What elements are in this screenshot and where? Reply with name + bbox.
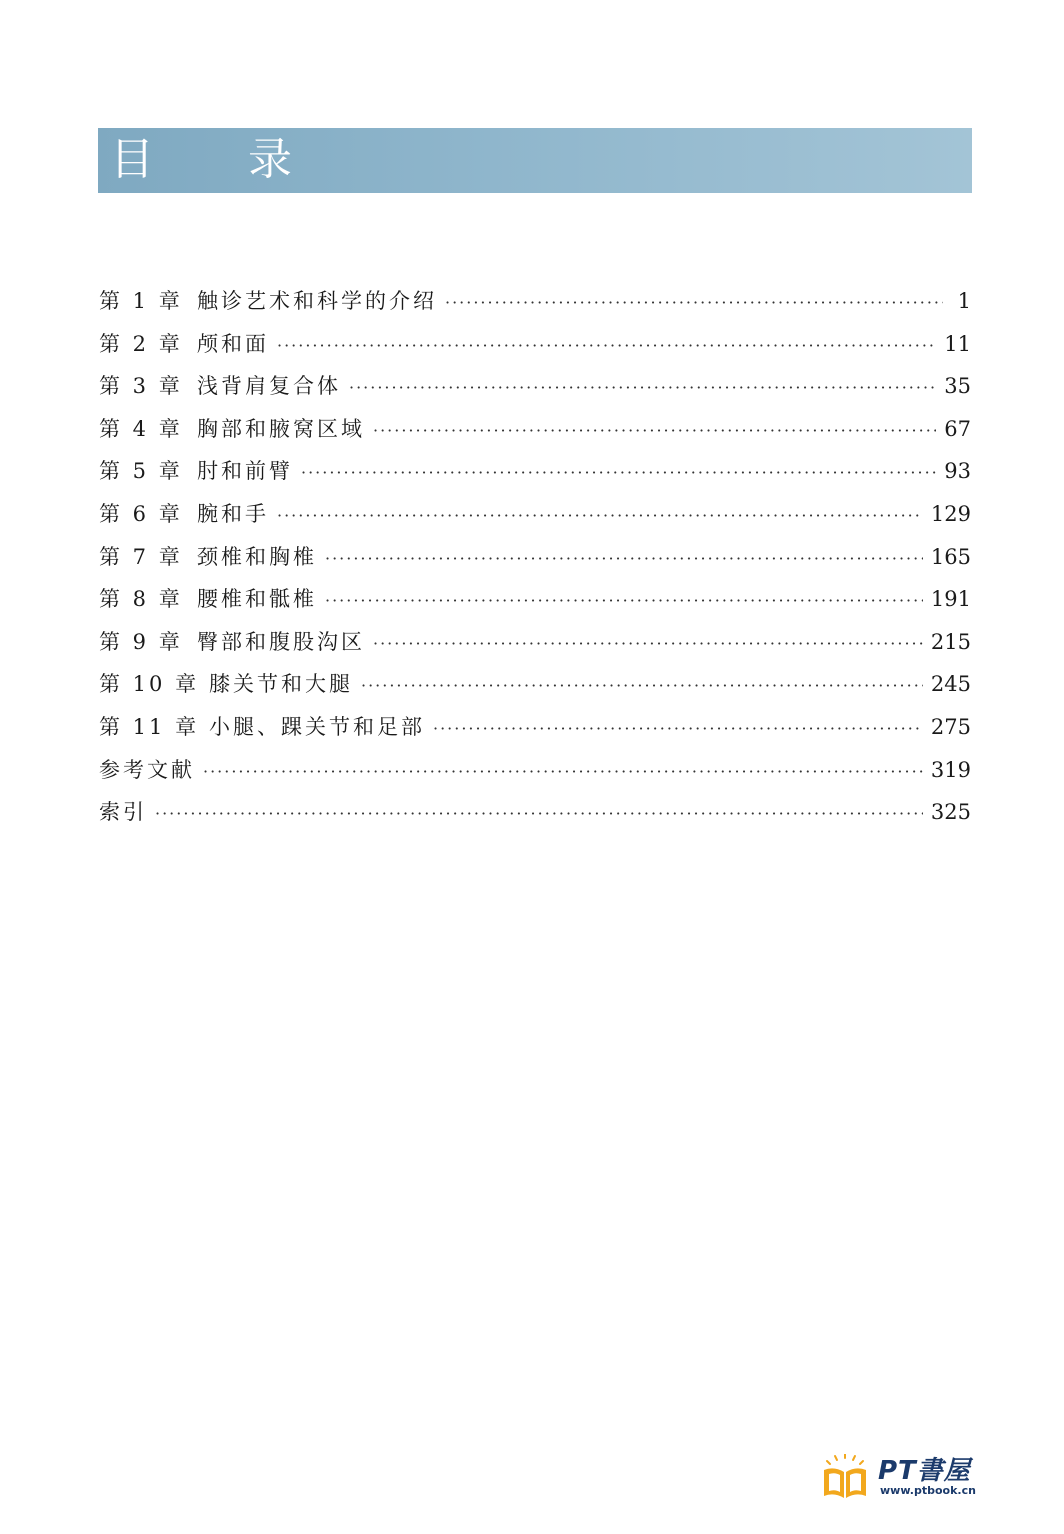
- toc-title-bar: [98, 128, 972, 193]
- toc-dot-leader: [373, 410, 936, 452]
- toc-entry-title: 腕和手: [197, 501, 269, 526]
- toc-entry-title: 浅背肩复合体: [197, 374, 341, 399]
- toc-entry-title: 参考文献: [99, 757, 195, 782]
- toc-page-number: 245: [930, 672, 971, 697]
- toc-page-number: 191: [930, 587, 971, 612]
- toc-dot-leader: [277, 325, 936, 367]
- toc-entry-title: 触诊艺术和科学的介绍: [197, 289, 437, 313]
- toc-chapter-number: 第 6 章: [99, 501, 183, 526]
- toc-entry[interactable]: [99, 621, 971, 664]
- toc-page-number: 319: [930, 757, 971, 782]
- toc-chapter-number: 第 5 章: [99, 459, 183, 484]
- toc-dot-leader: [445, 282, 943, 324]
- toc-entry[interactable]: [99, 578, 971, 621]
- toc-chapter-number: 第 2 章: [99, 331, 183, 356]
- toc-page-number: 67: [944, 416, 971, 441]
- toc-entry-title: 腰椎和骶椎: [197, 587, 317, 612]
- toc-chapter-number: 第 7 章: [99, 544, 183, 569]
- toc-entry[interactable]: [99, 365, 971, 408]
- toc-entry[interactable]: [99, 536, 971, 579]
- toc-entry-title: 臀部和腹股沟区: [197, 629, 365, 654]
- toc-entry-title: 小腿、踝关节和足部: [209, 714, 425, 739]
- toc-page-number: 1: [957, 289, 971, 313]
- page-title: 目 录: [110, 134, 332, 185]
- toc-entry[interactable]: [99, 280, 971, 323]
- toc-page-number: 275: [930, 714, 971, 739]
- toc-chapter-number: 第 4 章: [99, 416, 183, 441]
- toc-page-number: 35: [944, 374, 971, 399]
- toc-page-number: 11: [944, 331, 971, 356]
- toc-chapter-number: 第 8 章: [99, 587, 183, 612]
- toc-dot-leader: [349, 367, 936, 409]
- toc-entry[interactable]: [99, 791, 971, 834]
- toc-entry[interactable]: [99, 706, 971, 749]
- toc-dot-leader: [155, 793, 923, 835]
- toc-entry-title: 索引: [99, 800, 147, 825]
- toc-dot-leader: [301, 452, 936, 494]
- toc-page-number: 165: [930, 544, 971, 569]
- toc-entry[interactable]: [99, 749, 971, 792]
- toc-entry-title: 膝关节和大腿: [209, 672, 353, 697]
- toc-entry[interactable]: [99, 408, 971, 451]
- toc-dot-leader: [325, 538, 923, 580]
- toc-entry[interactable]: [99, 663, 971, 706]
- toc-entry[interactable]: [99, 450, 971, 493]
- toc-page-number: 129: [930, 501, 971, 526]
- table-of-contents: [99, 280, 971, 834]
- toc-entry[interactable]: [99, 323, 971, 366]
- toc-dot-leader: [373, 623, 923, 665]
- toc-dot-leader: [361, 665, 923, 707]
- toc-dot-leader: [325, 580, 923, 622]
- toc-chapter-number: 第 3 章: [99, 374, 183, 399]
- watermark-name: PT書屋: [878, 1456, 971, 1486]
- watermark-url: www.ptbook.cn: [880, 1484, 976, 1497]
- toc-entry-title: 颈椎和胸椎: [197, 544, 317, 569]
- toc-page-number: 93: [944, 459, 971, 484]
- toc-dot-leader: [203, 751, 923, 793]
- toc-dot-leader: [433, 708, 923, 750]
- toc-entry-title: 肘和前臂: [197, 459, 293, 484]
- toc-entry[interactable]: [99, 493, 971, 536]
- open-book-icon: [820, 1454, 870, 1500]
- toc-chapter-number: 第 9 章: [99, 629, 183, 654]
- toc-chapter-number: 第 11 章: [99, 714, 200, 739]
- toc-page-number: 325: [930, 800, 971, 825]
- toc-chapter-number: 第 10 章: [99, 672, 200, 697]
- toc-page-number: 215: [930, 629, 971, 654]
- toc-entry-title: 颅和面: [197, 331, 269, 356]
- toc-entry-title: 胸部和腋窝区域: [197, 416, 365, 441]
- watermark-logo: [820, 1448, 990, 1508]
- toc-chapter-number: 第 1 章: [99, 289, 183, 313]
- toc-dot-leader: [277, 495, 923, 537]
